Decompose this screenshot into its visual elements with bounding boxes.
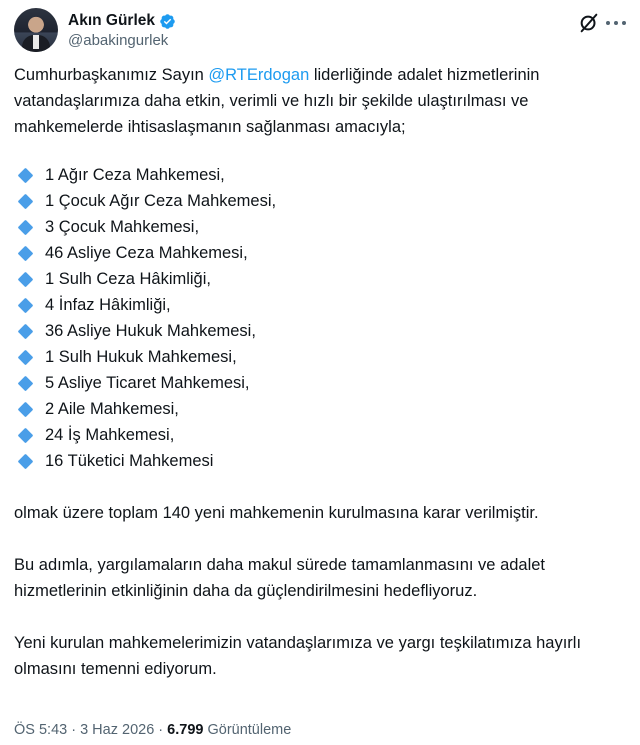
list-item: 3 Çocuk Mahkemesi, bbox=[14, 214, 626, 240]
list-item: 1 Ağır Ceza Mahkemesi, bbox=[14, 162, 626, 188]
grok-icon[interactable] bbox=[578, 12, 600, 34]
meta-separator: · bbox=[67, 722, 81, 738]
author-name-text: Akın Gürlek bbox=[68, 12, 155, 29]
more-options-icon[interactable] bbox=[606, 12, 626, 34]
diamond-bullet-icon bbox=[18, 193, 34, 209]
diamond-bullet-icon bbox=[18, 427, 34, 443]
avatar[interactable] bbox=[14, 8, 58, 52]
list-item: 46 Asliye Ceza Mahkemesi, bbox=[14, 240, 626, 266]
verified-badge-icon bbox=[159, 13, 176, 30]
list-item: 1 Sulh Ceza Hâkimliği, bbox=[14, 266, 626, 292]
diamond-bullet-icon bbox=[18, 245, 34, 261]
list-item: 4 İnfaz Hâkimliği, bbox=[14, 292, 626, 318]
diamond-bullet-icon bbox=[18, 349, 34, 365]
tweet-paragraph-3: Yeni kurulan mahkemelerimizin vatandaşlarımıza ve yargı teşkilatımıza hayırlı olmasını temenni ediyorum. bbox=[14, 634, 582, 678]
mention-link[interactable]: @RTErdogan bbox=[208, 66, 310, 84]
views-count: 6.799 bbox=[167, 722, 204, 738]
list-item: 24 İş Mahkemesi, bbox=[14, 422, 626, 448]
diamond-bullet-icon bbox=[18, 167, 34, 183]
diamond-bullet-icon bbox=[18, 375, 34, 391]
tweet-intro bbox=[14, 62, 626, 140]
tweet-paragraph-1: olmak üzere toplam 140 yeni mahkemenin kurulmasına karar verilmiştir. bbox=[14, 504, 539, 522]
list-item: 5 Asliye Ticaret Mahkemesi, bbox=[14, 370, 626, 396]
tweet-time: ÖS 5:43 bbox=[14, 722, 68, 738]
author-handle[interactable]: @abakingurlek bbox=[68, 32, 169, 49]
diamond-bullet-icon bbox=[18, 453, 34, 469]
tweet-meta bbox=[14, 720, 291, 740]
diamond-bullet-icon bbox=[18, 219, 34, 235]
list-item: 1 Sulh Hukuk Mahkemesi, bbox=[14, 344, 626, 370]
intro-prefix: Cumhurbaşkanımız Sayın bbox=[14, 66, 209, 84]
tweet-header bbox=[14, 8, 626, 56]
tweet-body bbox=[14, 62, 626, 682]
tweet-date: 3 Haz 2026 bbox=[80, 722, 155, 738]
diamond-bullet-icon bbox=[18, 271, 34, 287]
court-list bbox=[14, 162, 626, 474]
tweet-paragraph-2: Bu adımla, yargılamaların daha makul sürede tamamlanmasını ve adalet hizmetlerinin etkinliğinin daha da güçlendirilmesini hedefliyoruz. bbox=[14, 556, 546, 600]
tweet-timestamp[interactable] bbox=[14, 722, 154, 738]
diamond-bullet-icon bbox=[18, 323, 34, 339]
author-info bbox=[68, 11, 176, 51]
list-item: 1 Çocuk Ağır Ceza Mahkemesi, bbox=[14, 188, 626, 214]
intro-suffix: liderliğinde adalet hizmetlerinin vatandaşlarımıza daha etkin, verimli ve hızlı bir şekilde ulaştırılması ve mahkemelerde ihtisaslaşmanın sağlanması amacıyla; bbox=[14, 66, 540, 136]
diamond-bullet-icon bbox=[18, 401, 34, 417]
list-item: 36 Asliye Hukuk Mahkemesi, bbox=[14, 318, 626, 344]
views-label: Görüntüleme bbox=[203, 722, 292, 738]
list-item: 2 Aile Mahkemesi, bbox=[14, 396, 626, 422]
meta-separator: · bbox=[154, 722, 168, 738]
author-display-name[interactable] bbox=[68, 11, 176, 31]
list-item: 16 Tüketici Mahkemesi bbox=[14, 448, 626, 474]
diamond-bullet-icon bbox=[18, 297, 34, 313]
